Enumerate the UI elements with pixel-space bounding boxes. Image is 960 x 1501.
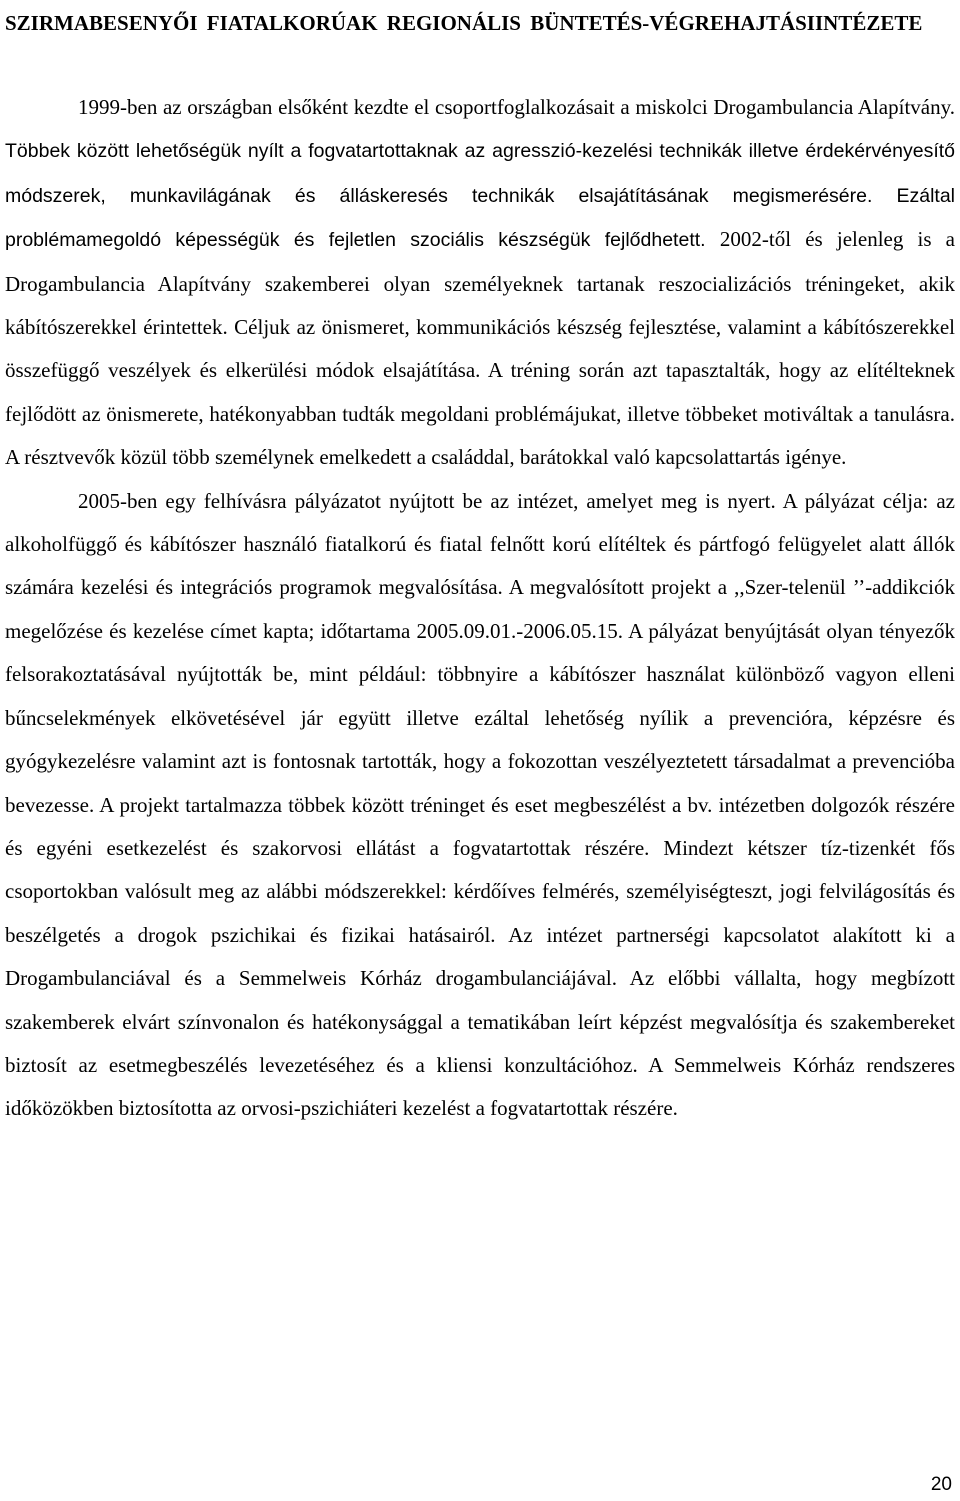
paragraph-1-segment-1: 1999-ben az országban elsőként kezdte el csoportfoglalkozásait a miskolci Drogambulancia Alapítvány. xyxy=(78,95,955,119)
paragraph-2-segment-1: 2005-ben egy felhívásra pályázatot nyújtott be az intézet, amelyet meg is nyert. A pályázat célja: az alkoholfüggő és kábítószer használó fiatalkorú és fiatal felnőtt korú elítéltek és pártfogó felügyelet alatt állók számára kezelési és integrációs programok megvalósítása. A megvalósított projekt a ,,Szer-telenül ’’-addikciók megelőzése és kezelése címet kapta; időtartama 2005.09.01.-2006.05.15. A pályázat benyújtását olyan tényezők felsorakoztatásával nyújtották be, mint például: többnyire a kábítószer használat különböző vagyon elleni bűncselekmények elkövetésével jár együtt illetve ezáltal lehetőség nyílik a prevencióra, képzésre és gyógykezelésre valamint azt is fontosnak tartották, hogy a fokozottan veszélyeztetett társadalmat a prevencióba bevezesse. A projekt tartalmazza többek között tréninget és eset megbeszélést a bv. intézetben dolgozók részére és egyéni esetkezelést és szakorvosi ellátást a fogvatartottak részére. Mindezt kétszer tíz-tizenkét fős csoportokban valósult meg az alábbi módszerekkel: kérdőíves felmérés, személyiségteszt, jogi felvilágosítás és beszélgetés a drogok pszichikai és fizikai hatásairól. Az intézet partnerségi kapcsolatot alakított ki a Drogambulanciával és a Semmelweis Kórház drogambulanciájával. Az előbbi vállalta, hogy megbízott szakemberek elvárt színvonalon és hatékonysággal a tematikában leírt képzést megvalósítja és szakembereket biztosít az esetmegbeszélés levezetéséhez és a kliensi konzultációhoz. A Semmelweis Kórház rendszeres időközökben biztosította az orvosi-pszichiáteri kezelést a fogvatartottak részére. xyxy=(5,488,955,1121)
body-text xyxy=(5,45,955,1131)
paragraph-2 xyxy=(5,480,955,1131)
page-number: 20 xyxy=(930,1474,952,1495)
section-heading: SZIRMABESENYŐI FIATALKORÚAK REGIONÁLIS BÜNTETÉS-VÉGREHAJTÁSIINTÉZETE xyxy=(5,11,923,35)
paragraph-1-segment-2: Többek között lehetőségük nyílt a fogvatartottaknak az agresszió-kezelési technikák illetve érdekérvényesítő módszerek, munkavilágának és álláskeresés technikák elsajátításának megismerésére. Ezáltal problémamegoldó képességük és fejletlen szociális készségük fejlődhetett. xyxy=(5,140,955,252)
paragraph-1 xyxy=(5,86,955,480)
paragraph-1-segment-3: 2002-től és jelenleg is a Drogambulancia Alapítvány szakemberei olyan személyeknek tartanak reszocializációs tréningeket, akik kábítószerekkel érintettek. Céljuk az önismeret, kommunikációs készség fejlesztése, valamint a kábítószerekkel összefüggő veszélyek és elkerülési módok elsajátítása. A tréning során azt tapasztalták, hogy az elítélteknek fejlődött az önismerete, hatékonyabban tudták megoldani problémájukat, illetve többeket motiváltak a tanulásra. A résztvevők közül több személynek emelkedett a családdal, barátokkal való kapcsolattartás igénye. xyxy=(5,227,955,470)
